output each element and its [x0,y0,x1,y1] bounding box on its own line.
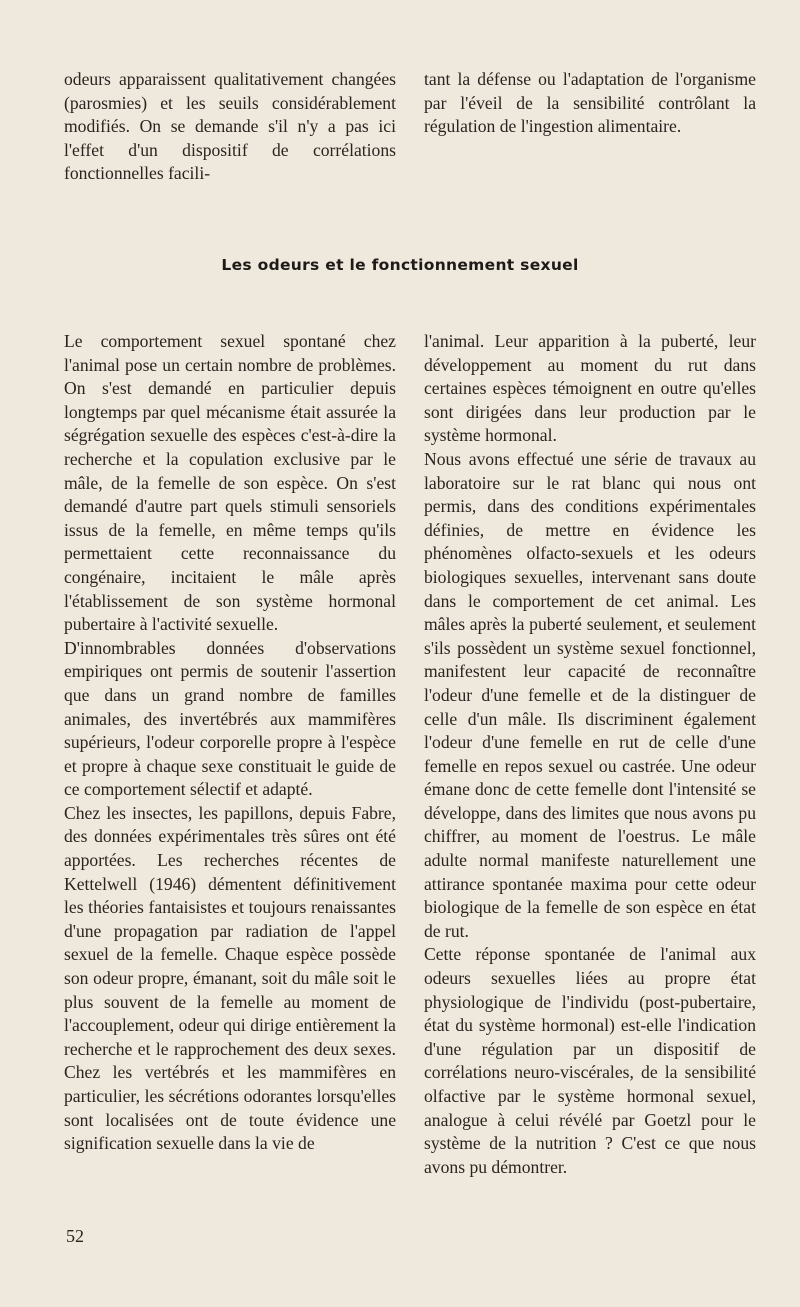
right-column [424,330,756,1179]
section-heading: Les odeurs et le fonctionnement sexuel [221,256,579,274]
paragraph: D'innombrables données d'observations empiriques ont permis de soutenir l'assertion que dans un grand nombre de familles animales, des invertébrés aux mammifères supérieurs, l'odeur corporelle propre à l'espèce et propre à chaque sexe constituait le guide de ce comportement sélectif et adapté. [64,637,396,800]
top-left-column [64,68,396,186]
paragraph: tant la défense ou l'adaptation de l'organisme par l'éveil de la sensibilité contrôlant la régulation de l'ingestion alimentaire. [424,69,756,137]
paragraph: Le comportement sexuel spontané chez l'animal pose un certain nombre de problèmes. On s'est demandé en particulier depuis longtemps par quel mécanisme était assurée la ségrégation sexuelle des espèces c'est-à-dire la recherche et la copulation exclusive par le mâle, de la femelle de son espèce. On s'est demandé d'autre part quels stimuli sensoriels issus de la femelle, en même temps qu'ils permettaient cette reconnaissance du congénaire, incitaient le mâle après l'établissement de son système hormonal pubertaire à l'activité sexuelle. [64,331,396,635]
top-right-column [424,68,756,139]
paragraph: Nous avons effectué une série de travaux au laboratoire sur le rat blanc qui nous ont permis, dans des conditions expérimentales définies, de mettre en évidence les phénomènes olfacto-sexuels et les odeurs biologiques sexuelles, intervenant sans doute dans le comportement de cet animal. Les mâles après la puberté seulement, et seulement s'ils possèdent un système sexuel fonctionnel, manifestent leur capacité de reconnaître l'odeur d'une femelle et de la distinguer de celle d'un mâle. Ils discriminent également l'odeur d'une femelle en rut de celle d'une femelle en repos sexuel ou castrée. Une odeur émane donc de cette femelle dont l'intensité se développe, dans des limites que nous avons pu chiffrer, au moment de l'oestrus. Le mâle adulte normal manifeste naturellement une attirance spontanée maxima pour cette odeur biologique de la femelle de son espèce en état de rut. [424,448,756,941]
paragraph: Cette réponse spontanée de l'animal aux odeurs sexuelles liées au propre état physiologique de l'individu (post-pubertaire, état du système hormonal) est-elle l'indication d'une régulation par un dispositif de corrélations neuro-viscérales, de la sensibilité olfactive par le système hormonal sexuel, analogue à celui révélé par Goetzl pour le système de la nutrition ? C'est ce que nous avons pu démontrer. [424,944,756,1177]
left-column [64,330,396,1156]
page-number: 52 [66,1226,84,1246]
paragraph: Chez les insectes, les papillons, depuis Fabre, des données expérimentales très sûres ont été apportées. Les recherches récentes de Kettelwell (1946) démentent définitivement les théories fantaisistes et toujours renaissantes d'une propagation par radiation de l'appel sexuel de la femelle. Chaque espèce possède son odeur propre, émanant, soit du mâle soit le plus souvent de la femelle au moment de l'accouplement, odeur qui dirige entièrement la recherche et le rapprochement des deux sexes. Chez les vertébrés et les mammifères en particulier, les sécrétions odorantes lorsqu'elles sont localisées ont de toute évidence une signification sexuelle dans la vie de [64,802,396,1154]
paragraph: odeurs apparaissent qualitativement changées (parosmies) et les seuils considérablement modifiés. On se demande s'il n'y a pas ici l'effet d'un dispositif de corrélations fonctionnelles facili- [64,69,396,184]
paragraph: l'animal. Leur apparition à la puberté, leur développement au moment du rut dans certaines espèces témoignent en outre qu'elles sont dirigées dans leur production par le système hormonal. [424,331,756,446]
